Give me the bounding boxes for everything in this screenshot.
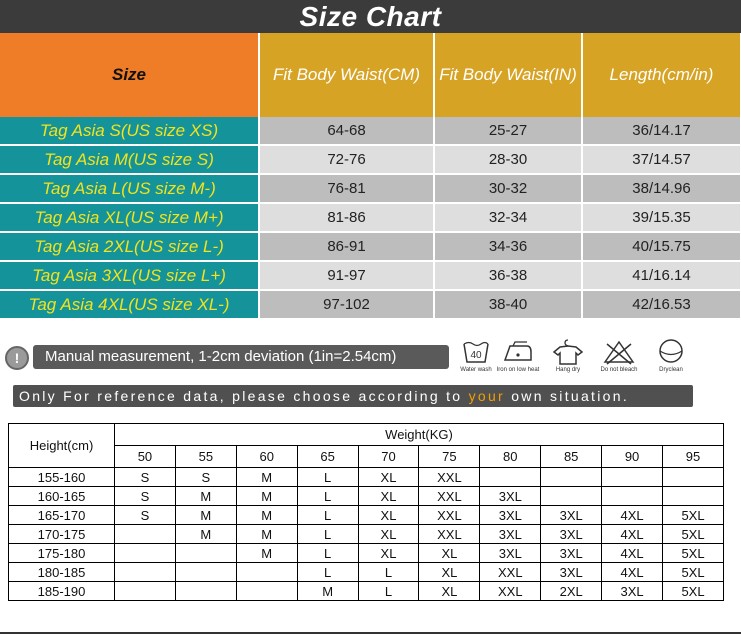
size-label: Tag Asia 3XL(US size L+): [0, 261, 259, 290]
weight-header-row: [9, 424, 724, 446]
hang-dry-label: Hang dry: [555, 367, 581, 373]
height-header: Height(cm): [9, 424, 115, 468]
length-value: 41/16.14: [582, 261, 741, 290]
size-cell: L: [297, 563, 358, 582]
length-value: 40/15.75: [582, 232, 741, 261]
height-value: 155-160: [9, 468, 115, 487]
size-label: Tag Asia XL(US size M+): [0, 203, 259, 232]
waist-in-value: 36-38: [434, 261, 582, 290]
size-row: [0, 261, 741, 290]
size-cell: S: [115, 487, 176, 506]
size-row: [0, 145, 741, 174]
title-bar: [0, 0, 741, 33]
size-cell: 4XL: [602, 525, 663, 544]
water-wash-label: Water wash: [460, 367, 492, 373]
no-bleach-icon: [589, 338, 649, 374]
height-row: [9, 487, 724, 506]
size-cell: [541, 468, 602, 487]
size-cell: XXL: [419, 506, 480, 525]
header-length: Length(cm/in): [582, 33, 741, 117]
size-cell: [236, 582, 297, 601]
size-cell: [175, 582, 236, 601]
header-size: Size: [0, 33, 259, 117]
size-cell: M: [236, 525, 297, 544]
waist-cm-value: 76-81: [259, 174, 434, 203]
size-cell: 3XL: [541, 525, 602, 544]
length-value: 36/14.17: [582, 117, 741, 145]
exclamation-icon: !: [5, 346, 29, 370]
size-cell: M: [236, 506, 297, 525]
waist-cm-value: 86-91: [259, 232, 434, 261]
size-cell: 3XL: [541, 506, 602, 525]
size-cell: 4XL: [602, 544, 663, 563]
size-label: Tag Asia 4XL(US size XL-): [0, 290, 259, 319]
weight-value: 60: [236, 446, 297, 468]
weight-header: Weight(KG): [115, 424, 724, 446]
size-cell: [175, 544, 236, 563]
weight-values-row: [9, 446, 724, 468]
height-value: 185-190: [9, 582, 115, 601]
header-waist-cm: Fit Body Waist(CM): [259, 33, 434, 117]
size-cell: 5XL: [663, 544, 724, 563]
size-cell: S: [115, 506, 176, 525]
size-cell: [115, 563, 176, 582]
iron-label: Iron on low heat: [496, 367, 540, 373]
height-value: 160-165: [9, 487, 115, 506]
size-chart-table: [0, 33, 741, 320]
size-cell: [663, 487, 724, 506]
size-cell: M: [297, 582, 358, 601]
height-row: [9, 525, 724, 544]
waist-in-value: 25-27: [434, 117, 582, 145]
size-cell: 2XL: [541, 582, 602, 601]
waist-in-value: 38-40: [434, 290, 582, 319]
size-cell: 3XL: [480, 525, 541, 544]
size-cell: XXL: [480, 582, 541, 601]
dryclean-label: Dryclean: [659, 367, 683, 373]
size-label: Tag Asia 2XL(US size L-): [0, 232, 259, 261]
waist-in-value: 32-34: [434, 203, 582, 232]
size-cell: 4XL: [602, 506, 663, 525]
size-cell: 3XL: [480, 544, 541, 563]
size-cell: [480, 468, 541, 487]
size-cell: [541, 487, 602, 506]
size-cell: L: [358, 563, 419, 582]
size-label: Tag Asia L(US size M-): [0, 174, 259, 203]
size-row: [0, 174, 741, 203]
size-cell: [115, 525, 176, 544]
weight-value: 90: [602, 446, 663, 468]
size-cell: [175, 563, 236, 582]
size-cell: L: [297, 544, 358, 563]
bottom-divider: [0, 632, 741, 634]
size-cell: L: [297, 506, 358, 525]
size-chart-header-row: [0, 33, 741, 117]
length-value: 39/15.35: [582, 203, 741, 232]
waist-cm-value: 91-97: [259, 261, 434, 290]
size-cell: XL: [419, 544, 480, 563]
waist-in-value: 34-36: [434, 232, 582, 261]
size-cell: [602, 487, 663, 506]
size-cell: 3XL: [541, 563, 602, 582]
waist-in-value: 28-30: [434, 145, 582, 174]
size-cell: XXL: [419, 487, 480, 506]
wash-temp-text: 40: [470, 350, 482, 361]
weight-value: 55: [175, 446, 236, 468]
height-row: [9, 582, 724, 601]
size-label: Tag Asia M(US size S): [0, 145, 259, 174]
weight-value: 75: [419, 446, 480, 468]
height-value: 170-175: [9, 525, 115, 544]
no-bleach-label: Do not bleach: [600, 367, 638, 373]
length-value: 38/14.96: [582, 174, 741, 203]
size-cell: XL: [419, 563, 480, 582]
size-cell: L: [297, 468, 358, 487]
size-cell: XXL: [419, 468, 480, 487]
size-cell: 5XL: [663, 525, 724, 544]
size-row: [0, 232, 741, 261]
size-cell: XL: [358, 468, 419, 487]
size-row: [0, 290, 741, 319]
height-value: 180-185: [9, 563, 115, 582]
size-row: [0, 203, 741, 232]
size-cell: 5XL: [663, 582, 724, 601]
size-cell: 3XL: [480, 506, 541, 525]
reference-note: [13, 385, 693, 407]
height-row: [9, 506, 724, 525]
waist-cm-value: 64-68: [259, 117, 434, 145]
size-cell: 4XL: [602, 563, 663, 582]
size-cell: XXL: [419, 525, 480, 544]
size-cell: 3XL: [541, 544, 602, 563]
size-cell: M: [175, 525, 236, 544]
size-cell: 3XL: [602, 582, 663, 601]
height-value: 165-170: [9, 506, 115, 525]
size-cell: M: [236, 468, 297, 487]
height-row: [9, 468, 724, 487]
height-row: [9, 544, 724, 563]
size-cell: XL: [358, 544, 419, 563]
weight-value: 80: [480, 446, 541, 468]
size-cell: S: [115, 468, 176, 487]
height-weight-table: [8, 423, 724, 601]
size-cell: M: [175, 487, 236, 506]
weight-value: 50: [115, 446, 176, 468]
height-row: [9, 563, 724, 582]
size-cell: XL: [358, 525, 419, 544]
length-value: 42/16.53: [582, 290, 741, 319]
weight-value: 70: [358, 446, 419, 468]
size-cell: XL: [358, 506, 419, 525]
size-cell: L: [297, 487, 358, 506]
header-waist-in: Fit Body Waist(IN): [434, 33, 582, 117]
reference-highlight: your: [468, 388, 506, 404]
page-title: Size Chart: [299, 1, 442, 32]
size-row: [0, 117, 741, 145]
weight-value: 65: [297, 446, 358, 468]
size-cell: M: [175, 506, 236, 525]
weight-value: 85: [541, 446, 602, 468]
reference-text-after: own situation.: [505, 388, 630, 404]
size-cell: XXL: [480, 563, 541, 582]
size-cell: [663, 468, 724, 487]
measurement-note: Manual measurement, 1-2cm deviation (1in=2.54cm): [33, 345, 449, 369]
size-cell: M: [236, 487, 297, 506]
size-cell: XL: [419, 582, 480, 601]
size-label: Tag Asia S(US size XS): [0, 117, 259, 145]
size-cell: 5XL: [663, 563, 724, 582]
reference-text-before: Only For reference data, please choose according to: [19, 388, 469, 404]
waist-cm-value: 97-102: [259, 290, 434, 319]
size-cell: L: [297, 525, 358, 544]
size-cell: S: [175, 468, 236, 487]
height-value: 175-180: [9, 544, 115, 563]
waist-cm-value: 72-76: [259, 145, 434, 174]
size-cell: 3XL: [480, 487, 541, 506]
dryclean-icon: [641, 338, 701, 374]
size-cell: [236, 563, 297, 582]
size-cell: M: [236, 544, 297, 563]
size-cell: L: [358, 582, 419, 601]
size-cell: XL: [358, 487, 419, 506]
size-cell: [602, 468, 663, 487]
waist-cm-value: 81-86: [259, 203, 434, 232]
waist-in-value: 30-32: [434, 174, 582, 203]
size-cell: 5XL: [663, 506, 724, 525]
weight-value: 95: [663, 446, 724, 468]
length-value: 37/14.57: [582, 145, 741, 174]
size-cell: [115, 544, 176, 563]
size-cell: [115, 582, 176, 601]
